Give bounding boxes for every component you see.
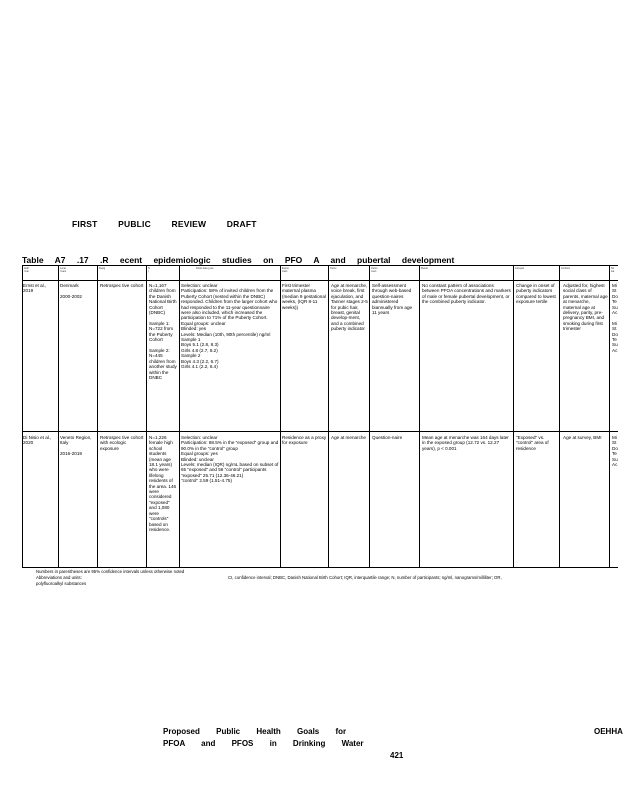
col-header-author: Auth Year: [24, 267, 29, 273]
col-header-location: Locat Years: [60, 267, 67, 273]
table-cell-n: N=1,226 female high school students (mean age 18.1 years) who were lifelong residents of the area. 146 were considered "exposed" and 1,080 were "controls" based on residence.: [149, 435, 177, 532]
col-border: [328, 265, 329, 567]
table-cell-outcome: Age at menarche, voice break, first ejaculation, and Tanner stages 2-5 for pubic hair, breast, genital develop-ment, and a combined puberty indicator: [331, 283, 368, 332]
table-cell-participation: Selection: unclear Participation: 58% of invited children from the Puberty Cohort (nested within the DNBC) responded. Children from the larger cohort who had responded to the 11-year questionnaire were also included, which increased the participation to 71% of the Puberty Cohort. Equal groups: unclear Blinded: yes Levels: Median (10th, 90th percentile) ng/ml Sample 1 Boys 5.1 (2.8, 8.3) Girls 4.8 (2.7, 8.2) Sample 2 Boys 4.3 (2.2, 6.7) Girls 4.1 (2.2, 6.4): [181, 283, 278, 370]
col-border: [146, 265, 147, 567]
table-cell-location: Denmark 2000-2002: [60, 283, 82, 299]
table-cell-comparison: Change in onset of puberty indicators compared to lowest exposure tertile: [516, 283, 556, 305]
col-border: [609, 265, 610, 567]
footer-title-line2: PFOA and PFOS in Drinking Water: [163, 739, 364, 748]
draft-banner: FIRST PUBLIC REVIEW DRAFT: [72, 219, 257, 229]
col-border: [280, 265, 281, 567]
col-header-design: Desig: [99, 267, 106, 270]
table-cell-participation: Selection: unclear Participation: 88.5% in the "exposed" group and 90.0% in the "control" group Equal groups: yes Blinded: unclear Levels: median (IQR) ng/mL based on subset of 65 "exposed" and 56 "control" participants "exposed" 25.71 (12.36-46.21) "control" 2.59 (1.51-4.75): [181, 435, 279, 484]
table-note-ci: Numbers in parentheses are 95% confidence intervals unless otherwise noted: [36, 569, 185, 574]
table-bottom-rule: [22, 567, 618, 568]
table-header-rule: [22, 280, 618, 281]
col-border: [179, 265, 180, 567]
table-cell-comparison: "Exposed" vs. "control" area of residence: [516, 435, 549, 451]
table-cell-outcome: Age at menarche: [331, 435, 366, 440]
table-cell-notes: Mi St Do Te Su Ac Mi St Do Te Su Ac: [612, 283, 618, 353]
col-border: [559, 265, 560, 567]
col-header-outcome: Outco: [330, 267, 337, 270]
table-cell-confounders: Adjusted for, highest social class of parents, maternal age at menarche, maternal age at delivery, parity, pre-pregnancy BMI, and smoking during first trimester: [563, 283, 608, 332]
table-cell-n: N=1,167 children from the Danish National Birth Cohort (DNBC) Sample 1: N=722 from the Puberty Cohort Sample 2: N=445 children from another study within the DNBC: [149, 283, 177, 380]
table-cell-location: Veneto Region, Italy 2016-2019: [60, 435, 92, 457]
col-header-notes: No sta: [611, 267, 615, 273]
col-header-result: Result: [421, 267, 428, 270]
table-cell-confounders: Age at survey, BMI: [563, 435, 602, 440]
footer-org: OEHHA: [594, 727, 623, 736]
table-cell-metric: Self-assessment through web-based question-naires administered biannually from age 11 years: [372, 283, 413, 316]
table-top-rule: [22, 265, 618, 266]
col-header-participation: Partic data g res: [196, 267, 214, 270]
table-cell-author: Di Nisio et al., 2020: [23, 435, 52, 446]
table-note-abbrev-cont: polyfluoroalkyl substances: [36, 581, 87, 586]
table-cell-metric: Question-naire: [372, 435, 403, 440]
table-cell-notes: Mi St Do Te Su Ac: [612, 435, 618, 468]
table-note-abbrev-label: Abbreviations and units:: [36, 575, 82, 580]
table-cell-result: No constant pattern of associations between PFOA concentrations and markers of male or female pubertal development, or the combined puberty indicator.: [422, 283, 511, 305]
table-note-abbrev: CI, confidence interval; DNBC, Danish National Birth Cohort; IQR, interquartile range; N, number of participants; ng/ml, nanograms/milliliter; OR,: [228, 575, 502, 580]
table-cell-result: Mean age at menarche was 164 days later in the exposed group (12.72 vs. 12.27 years), p < 0.001: [422, 435, 509, 451]
col-border: [419, 265, 420, 567]
table-caption: Table A7 .17 .R ecent epidemiologic studies on PFO A and pubertal development: [22, 255, 455, 265]
col-border: [97, 265, 98, 567]
col-header-comparison: Compari: [515, 267, 525, 270]
col-border: [22, 265, 23, 567]
col-header-n: N (: [148, 267, 150, 273]
table-row-rule: [22, 431, 618, 432]
page-number: 421: [390, 751, 404, 760]
table-cell-design: Retrospec tive cohort with ecologic exposure: [100, 435, 144, 451]
footer-title-line1: Proposed Public Health Goals for: [163, 727, 347, 736]
col-border: [58, 265, 59, 567]
table-cell-design: Retrospec tive cohort: [100, 283, 144, 288]
table-cell-exposure: First trimester maternal plasma (median 9 gestational weeks, (IQR 8-11 weeks)): [282, 283, 326, 310]
col-header-exposure: Expos matri: [282, 267, 289, 273]
col-border: [369, 265, 370, 567]
col-border: [513, 265, 514, 567]
col-header-confounders: Confoun: [561, 267, 571, 270]
col-header-metric: Outco metri: [371, 267, 378, 273]
table-cell-exposure: Residence as a proxy for exposure: [282, 435, 327, 446]
table-cell-author: Ernst et al., 2019: [23, 283, 47, 294]
